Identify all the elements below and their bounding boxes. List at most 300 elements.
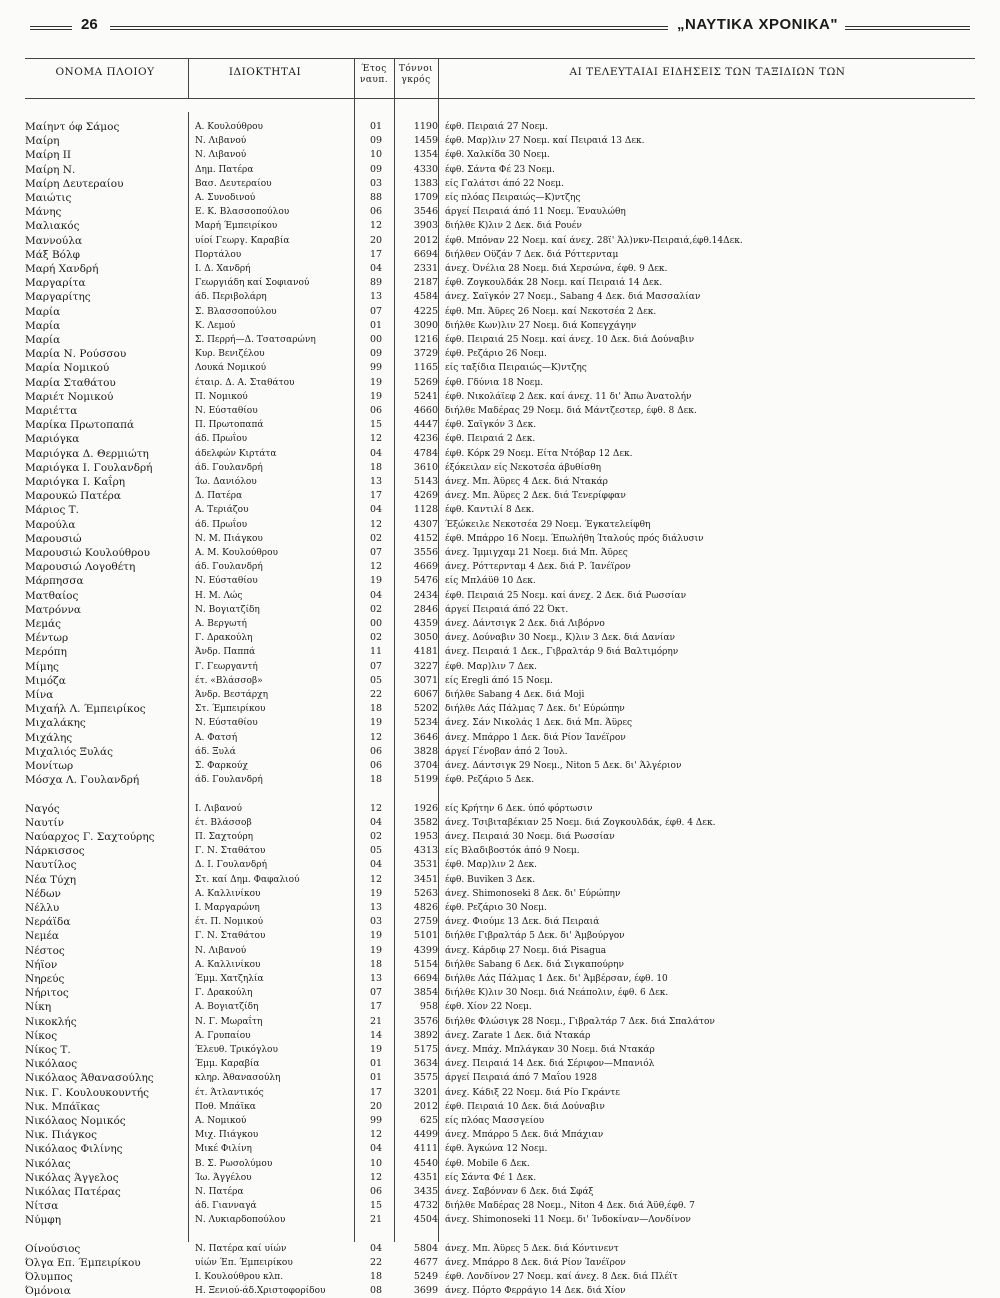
latest-news: διήλθε Λάς Πάλμας 7 Δεκ. δι' Εύρώπην [445,704,625,715]
owner: Πορτάλου [195,249,242,260]
ship-name: Μάξ Βόλφ [25,248,81,261]
latest-news: άνεχ. Όνέλια 28 Νοεμ. διά Χερσώνα, έφθ. 9 Δεκ. [445,264,668,274]
year-built: 02 [369,632,383,644]
owner: Π. Πρωτοπαπά [195,420,264,431]
ship-name: Μαργαρίτα [25,277,86,290]
latest-news: έφθ. Μπόναν 22 Νοεμ. καί άνεχ. 28ϊ' Άλ)νκν-Πειραιά,έφθ.14Δεκ. [445,235,743,246]
table-row [25,873,975,887]
table-row [25,461,975,475]
table-row [25,574,975,588]
table-row [25,1100,975,1114]
latest-news: είς Σάντα Φέ 1 Δεκ. [445,1172,537,1183]
ship-name: Μαίρη Ν. [25,163,76,176]
latest-news: έφθ. Πειραιά 2 Δεκ. [445,434,536,445]
owner: Α. Γρυπαίου [195,1030,251,1041]
year-built: 99 [369,362,383,374]
latest-news: άνεχ. Σαϊγκόν 27 Νοεμ., Sabang 4 Δεκ. διά Μασσαλίαν [445,292,701,303]
gross-tons: 3227 [413,660,438,672]
owner: έτ. «Βλάσσοβ» [195,675,263,686]
ship-name: Μαίρη ΙΙ [25,149,72,162]
ship-name: Μαριόγκα Δ. Θερμιώτη [25,447,149,460]
table-row [25,404,975,418]
owner: Έλευθ. Τρικόγλου [195,1045,278,1055]
latest-news: διήλθε Φλώσιγκ 28 Νοεμ., Γιβραλτάρ 7 Δεκ. διά Σπαλάτον [445,1016,715,1027]
table-row [25,802,975,816]
table-row [25,1142,975,1156]
latest-news: έφθ. Ρεζάριο 5 Δεκ. [445,775,535,786]
owner: Άνδρ. Βεστάρχη [195,690,269,700]
ship-name: Νηρεύς [25,973,65,985]
table-row [25,887,975,901]
owner: Ν. Εύσταθίου [195,406,258,416]
ship-name: Μαργαρίτης [25,291,91,304]
ship-name: Μαρουκώ Πατέρα [25,490,121,503]
owner: Λουκά Νομικού [195,363,267,374]
year-built: 99 [369,1115,383,1126]
year-built: 22 [369,689,383,700]
ship-name: Μιχαλιός Ξυλάς [25,745,114,758]
latest-news: άνεχ. Μπάρρο 8 Δεκ. διά Ρίον Ίανέϊρον [445,1258,626,1268]
latest-news: έφθ. Κόρκ 29 Νοεμ. Είτα Ντόβαρ 12 Δεκ. [445,448,633,459]
owner: Ίω. Άγγέλου [195,1172,252,1183]
ship-name: Όλγα Επ. Έμπειρίκου [25,1257,141,1269]
gross-tons: 2012 [413,234,438,246]
latest-news: έξόκειλαν είς Νεκοτσέα άβυθίσθη [445,462,602,473]
latest-news: άργεί Πειραιά άπό 11 Νοεμ. Έναυλώθη [445,207,626,218]
table-row [25,475,975,489]
gross-tons: 5154 [413,958,438,970]
owner: Ν. Πατέρα [195,1187,244,1197]
year-built: 19 [369,930,383,942]
owner: Μιχ. Πιάγκου [195,1130,259,1141]
year-built: 10 [369,149,383,161]
year-built: 00 [369,334,383,345]
table-row [25,1015,975,1029]
owner: Α. Μ. Κουλούθρου [195,548,278,558]
table-row [25,1043,975,1057]
year-built: 21 [369,1214,383,1226]
gross-tons: 4669 [413,561,438,573]
owner: Έμμ. Χατζηλία [195,974,264,984]
latest-news: άνεχ. Δάντσιγκ 29 Νοεμ., Niton 5 Δεκ. δι' Άλγέριον [445,761,682,771]
year-built: 20 [369,234,383,246]
latest-news: άνεχ. Φιούμε 13 Δεκ. διά Πειραιά [445,917,600,928]
gross-tons: 2187 [413,277,438,289]
column-header-news: ΑΙ ΤΕΛΕΥΤΑΙΑΙ ΕΙΔΗΣΕΙΣ ΤΩΝ ΤΑΞΙΔΙΩΝ ΤΩΝ [569,66,846,78]
owner: Ν. Λιβανού [195,945,247,956]
gross-tons: 3576 [413,1015,438,1027]
latest-news: άνεχ. Shimonoseki 11 Νοεμ. δι' Ίνδοκίναν—Λονδίνον [445,1215,691,1226]
ship-name: Νικόλας Πατέρας [25,1186,121,1198]
latest-news: έφθ. Χίον 22 Νοεμ. [445,1002,532,1013]
gross-tons: 625 [419,1115,438,1126]
latest-news: διήλθε Κ)λιν 2 Δεκ. διά Ρουέν [445,221,582,232]
latest-news: έφθ. Πειραιά 27 Νοεμ. [445,122,548,132]
latest-news: διήλθε Sabang 6 Δεκ. διά Σιγκαπούρην [445,959,624,970]
year-built: 08 [369,1285,383,1297]
table-row [25,858,975,872]
owner: Δ. Πατέρα [195,491,243,502]
ship-name: Νάρκισσος [25,845,85,858]
table-row [25,745,975,759]
latest-news: διήλθε Λάς Πάλμας 1 Δεκ. δι' Άμβέρσαν, έφθ. 10 [445,974,668,984]
year-built: 18 [369,1271,383,1283]
ship-name: Νέδων [25,887,61,900]
owner: Δ. Ι. Γουλανδρή [195,860,267,871]
gross-tons: 2846 [413,603,438,615]
year-built: 19 [369,717,383,729]
owner: άδ. Γουλανδρή [195,562,263,573]
ship-name: Μόσχα Λ. Γουλανδρή [25,774,140,787]
year-built: 12 [369,433,383,445]
gross-tons: 2331 [413,263,438,274]
ship-name: Νήριτος [25,987,69,1000]
ship-name: Νίτσα [25,1200,59,1213]
gross-tons: 5101 [413,930,438,942]
owner: Κυρ. Βενιζέλου [195,349,265,360]
ship-name: Μαρία [25,305,61,318]
ship-name: Μαννούλα [25,234,83,247]
latest-news: άνεχ. Κάρδιφ 27 Νοεμ. διά Pisagua [445,945,607,956]
table-row [25,1228,975,1242]
table-row [25,503,975,517]
ship-name: Μαρουσιώ Κουλούθρου [25,547,151,559]
ship-name: Μιμόζα [25,674,66,687]
latest-news: άργεί Πειραιά άπό 7 Μαΐου 1928 [445,1073,598,1084]
year-built: 05 [369,674,383,686]
year-built: 19 [369,1044,383,1055]
table-row [25,1157,975,1171]
gross-tons: 3546 [413,206,438,218]
owner: άδελφών Κιρτάτα [195,448,277,459]
owner: Β. Σ. Ρωσολύμου [195,1158,273,1169]
table-row [25,163,975,177]
table-row [25,1171,975,1185]
owner: Ν. Πατέρα καί υίών [195,1243,287,1254]
gross-tons: 3050 [413,632,438,644]
latest-news: άνεχ. Τσιβιταβέκιαν 25 Νοεμ. διά Ζογκουλδάκ, έφθ. 4 Δεκ. [445,817,716,828]
gross-tons: 4313 [413,845,438,857]
column-header-year-line1: Έτος [361,64,387,74]
table-row [25,347,975,361]
ship-name: Νεμέα [25,930,59,943]
year-built: 18 [369,958,383,970]
ship-name: Μαίηντ όφ Σάμος [25,121,120,133]
latest-news: άνεχ. Μπάρρο 1 Δεκ. διά Ρίον Ίανέϊρον [445,732,626,743]
table-row [25,319,975,333]
year-built: 07 [369,305,383,317]
owner: έταιρ. Δ. Α. Σταθάτου [195,377,295,388]
ship-name: Νικ. Πιάγκος [25,1129,97,1142]
gross-tons: 3201 [413,1086,438,1098]
latest-news: άνεχ. Μπ. Άϋρες 5 Δεκ. διά Κόντινεντ [445,1243,619,1254]
year-built: 17 [369,1001,383,1013]
gross-tons: 4111 [413,1143,438,1155]
table-row [25,915,975,929]
gross-tons: 3435 [413,1186,438,1197]
gross-tons: 4399 [413,944,438,956]
table-row [25,716,975,730]
owner: Π. Σαχτούρη [195,832,254,842]
table-row [25,219,975,233]
ship-name: Μαιώτις [25,192,72,204]
year-built: 10 [369,1157,383,1169]
year-built: 06 [369,405,383,416]
table-row [25,262,975,276]
owner: Γ. Ν. Σταθάτου [195,931,266,942]
gross-tons: 5175 [413,1044,438,1055]
ship-name: Μαριέττα [25,405,78,417]
owner: άδ. Πρωΐου [195,434,248,445]
latest-news: άνεχ. Σάν Νικολάς 1 Δεκ. διά Μπ. Άϋρες [445,718,633,729]
year-built: 04 [369,1143,383,1155]
gross-tons: 3854 [413,987,438,999]
table-row [25,731,975,745]
table-row [25,631,975,645]
gross-tons: 1459 [413,135,438,147]
year-built: 19 [369,944,383,956]
table-row [25,290,975,304]
owner: Γεωργιάδη καί Σοφιανού [195,278,310,289]
ship-name: Οίνούσιος [25,1242,81,1255]
owner: Γ. Δρακούλη [195,988,253,999]
gross-tons: 1709 [413,192,438,203]
ship-name: Ματρόννα [25,603,82,616]
latest-news: έφθ. Μαρ)λιν 2 Δεκ. [445,860,537,871]
owner: Γ. Ν. Σταθάτου [195,846,266,857]
ship-name: Μαριόγκα [25,433,80,446]
latest-news: άνεχ. Ρόττερνταμ 4 Δεκ. διά Ρ. Ίανέϊρον [445,562,631,573]
ship-name: Μονίτωρ [25,760,74,772]
owner: Ν. Βογιατζίδη [195,604,260,615]
table-row [25,787,975,801]
owner: Γ. Γεωργαντή [195,661,258,672]
ship-name: Μαρουσιώ Λογοθέτη [25,561,136,574]
table-row [25,589,975,603]
gross-tons: 1354 [413,149,438,161]
owner: Μικέ Φιλίνη [195,1144,252,1155]
owner: Ν. Μ. Πιάγκου [195,533,263,544]
ship-name: Μαίρη Δευτεραίου [25,177,124,190]
ship-name: Μαρία Σταθάτου [25,376,116,389]
ship-name: Μαρία [25,334,61,346]
year-built: 12 [369,561,383,573]
latest-news: άνεχ. Δούναβιν 30 Νοεμ., Κ)λιν 3 Δεκ. διά Δανίαν [445,633,675,644]
latest-news: έφθ. Ρεζάριο 26 Νοεμ. [445,349,547,360]
latest-news: άνεχ. Σαβόνναν 6 Δεκ. διά Σφάξ [445,1187,594,1197]
owner: Α. Φατσή [195,732,238,743]
gross-tons: 2012 [413,1100,438,1112]
latest-news: έφθ. Σαϊγκόν 3 Δεκ. [445,420,537,431]
ship-name: Μερόπη [25,646,67,659]
ship-name: Νικόλας Άγγελος [25,1171,119,1184]
year-built: 17 [369,1086,383,1098]
ship-name: Νίκη [25,1001,52,1014]
year-built: 22 [369,1257,383,1268]
year-built: 01 [369,121,383,132]
year-built: 17 [369,248,383,260]
ship-name: Μαρούλα [25,518,76,531]
latest-news: είς Βλαδιβοστόκ άπό 9 Νοεμ. [445,846,580,857]
year-built: 19 [369,376,383,388]
latest-news: διήλθε Κων)λιν 27 Νοεμ. διά Κοπεγχάγην [445,320,637,331]
table-row [25,986,975,1000]
gross-tons: 4784 [413,447,438,459]
latest-news: έφθ. Ζογκουλδάκ 28 Νοεμ. καί Πειραιά 14 Δεκ. [445,278,663,289]
owner: Α. Συνοδινού [195,193,256,203]
gross-tons: 4307 [413,518,438,530]
year-built: 09 [369,348,383,360]
latest-news: είς Eregli άπό 15 Νοεμ. [445,675,553,686]
table-row [25,376,975,390]
ship-name: Νύμφη [25,1214,62,1227]
ship-name: Μαίρη [25,135,60,148]
table-row [25,1284,975,1298]
owner: Η. Ξενιού-άδ.Χριστοφορίδου [195,1286,326,1297]
gross-tons: 5269 [413,376,438,388]
table-row [25,901,975,915]
year-built: 15 [369,419,383,431]
ship-name: Νίκος Τ. [25,1044,71,1056]
owner: Ν. Λυκιαρδοπούλου [195,1215,286,1226]
owner: Α. Τεριάζου [195,505,249,516]
owner: Ι. Λιβανού [195,803,242,814]
owner: έτ. Π. Νομικού [195,917,264,928]
owner: Στ. καί Δημ. Φαφαλιού [195,874,300,885]
ship-name: Μαρία Ν. Ρούσσου [25,348,127,361]
ship-name: Νικόλαος Νομικός [25,1115,126,1127]
table-row [25,1000,975,1014]
owner: Δημ. Πατέρα [195,164,254,175]
latest-news: έφθ. Νικολάϊεφ 2 Δεκ. καί άνεχ. 11 δι' Άπω Άνατολήν [445,391,692,402]
ship-name: Μαρία Νομικού [25,362,110,375]
table-row [25,134,975,148]
year-built: 19 [369,887,383,899]
column-header-year-line2: ναυπ. [359,75,389,85]
gross-tons: 3729 [413,348,438,360]
year-built: 01 [369,1058,383,1070]
gross-tons: 5263 [413,887,438,899]
year-built: 07 [369,987,383,999]
latest-news: άνεχ. Μπάχ. Μπλάγκαν 30 Νοεμ. διά Ντακάρ [445,1045,655,1055]
year-built: 00 [369,618,383,629]
year-built: 06 [369,206,383,218]
latest-news: έφθ. Άγκώνα 12 Νοεμ. [445,1144,548,1155]
year-built: 01 [369,319,383,331]
owner: έτ. Άτλαντικός [195,1087,264,1098]
latest-news: διήλθε Μαδέρας 29 Νοεμ. διά Μάντζεστερ, έφθ. 8 Δεκ. [445,406,697,416]
year-built: 12 [369,873,383,885]
ship-name: Νέστος [25,944,65,957]
latest-news: έφθ. Πειραιά 25 Νοεμ. καί άνεχ. 10 Δεκ. διά Δούναβιν [445,335,695,345]
gross-tons: 4330 [413,163,438,175]
owner: Μαρή Έμπειρίκου [195,221,278,232]
ship-name: Ναύαρχος Γ. Σαχτούρης [25,831,155,843]
ship-name: Μάρπησσα [25,575,84,588]
table-row [25,1213,975,1227]
table-row [25,1242,975,1256]
owner: Ν. Εύσταθίου [195,576,258,587]
owner: Σ. Βλασσοπούλου [195,306,277,317]
owner: Άνδρ. Παππά [195,647,256,658]
table-row [25,929,975,943]
owner: Α. Βογιατζίδη [195,1002,259,1013]
ship-name: Μαριόγκα Ι. Γουλανδρή [25,461,153,474]
latest-news: έφθ. Λονδίνον 27 Νοεμ. καί άνεχ. 8 Δεκ. διά Πλέϊτ [445,1272,678,1283]
gross-tons: 4504 [413,1214,438,1226]
column-header-year [355,64,393,86]
owner: άδ. Περιβολάρη [195,292,267,303]
column-header-tons [395,64,437,86]
ship-name: Μάνης [25,206,62,219]
page-number: 26 [81,16,98,33]
owner: Ι. Κουλούθρου κλπ. [195,1272,284,1283]
table-row [25,830,975,844]
year-built: 18 [369,774,383,786]
gross-tons: 4660 [413,405,438,416]
latest-news: άνεχ. Ίμμιγχαμ 21 Νοεμ. διά Μπ. Άϋρες [445,548,628,558]
gross-tons: 1383 [413,177,438,189]
ship-name: Μιχάλης [25,731,73,744]
latest-news: είς Μπλάϋθ 10 Δεκ. [445,576,536,587]
year-built: 12 [369,802,383,814]
year-built: 06 [369,745,383,757]
owner: υίών Έπ. Έμπειρίκου [195,1258,293,1268]
table-row [25,276,975,290]
ship-name: Ναυτίν [25,816,64,829]
latest-news: άνεχ. Μπ. Άϋρες 4 Δεκ. διά Ντακάρ [445,477,608,487]
ship-name: Νίκος [25,1029,58,1042]
owner: Α. Καλλινίκου [195,959,261,970]
gross-tons: 2759 [413,916,438,928]
latest-news: έφθ. Buviken 3 Δεκ. [445,874,536,885]
column-header-owners: ΙΔΙΟΚΤΗΤΑΙ [228,66,302,78]
gross-tons: 4236 [413,433,438,445]
table-row [25,148,975,162]
table-row [25,532,975,546]
gross-tons: 5476 [413,575,438,587]
gross-tons: 958 [419,1001,438,1013]
latest-news: είς πλόας Μασσγείου [445,1116,545,1126]
latest-news: έφθ. Γδύνια 18 Νοεμ. [445,377,544,388]
gross-tons: 3531 [413,859,438,871]
ship-name: Μαρή Χανδρή [25,263,99,275]
ship-name: Μίμης [25,660,59,673]
year-built: 13 [369,973,383,984]
gross-tons: 3582 [413,816,438,828]
ship-name: Νέα Τύχη [25,873,77,886]
year-built: 12 [369,518,383,530]
gross-tons: 4152 [413,532,438,544]
gross-tons: 4732 [413,1200,438,1212]
table-row [25,944,975,958]
year-built: 04 [369,816,383,828]
table-row [25,1071,975,1085]
owner: Α. Νομικού [195,1116,247,1126]
latest-news: άνεχ. Zarate 1 Δεκ. διά Ντακάρ [445,1030,591,1041]
year-built: 20 [369,1100,383,1112]
year-built: 11 [369,646,383,658]
owner: άδ. Γουλανδρή [195,775,263,786]
latest-news: είς ταξίδια Πειραιώς—Κ)ντζης [445,363,587,374]
table-row [25,645,975,659]
owner: Ν. Εύσταθίου [195,718,258,729]
table-row [25,972,975,986]
table-row [25,120,975,134]
latest-news: άνεχ. Shimonoseki 8 Δεκ. δι' Εύρώπην [445,888,621,899]
year-built: 12 [369,731,383,743]
table-row [25,546,975,560]
